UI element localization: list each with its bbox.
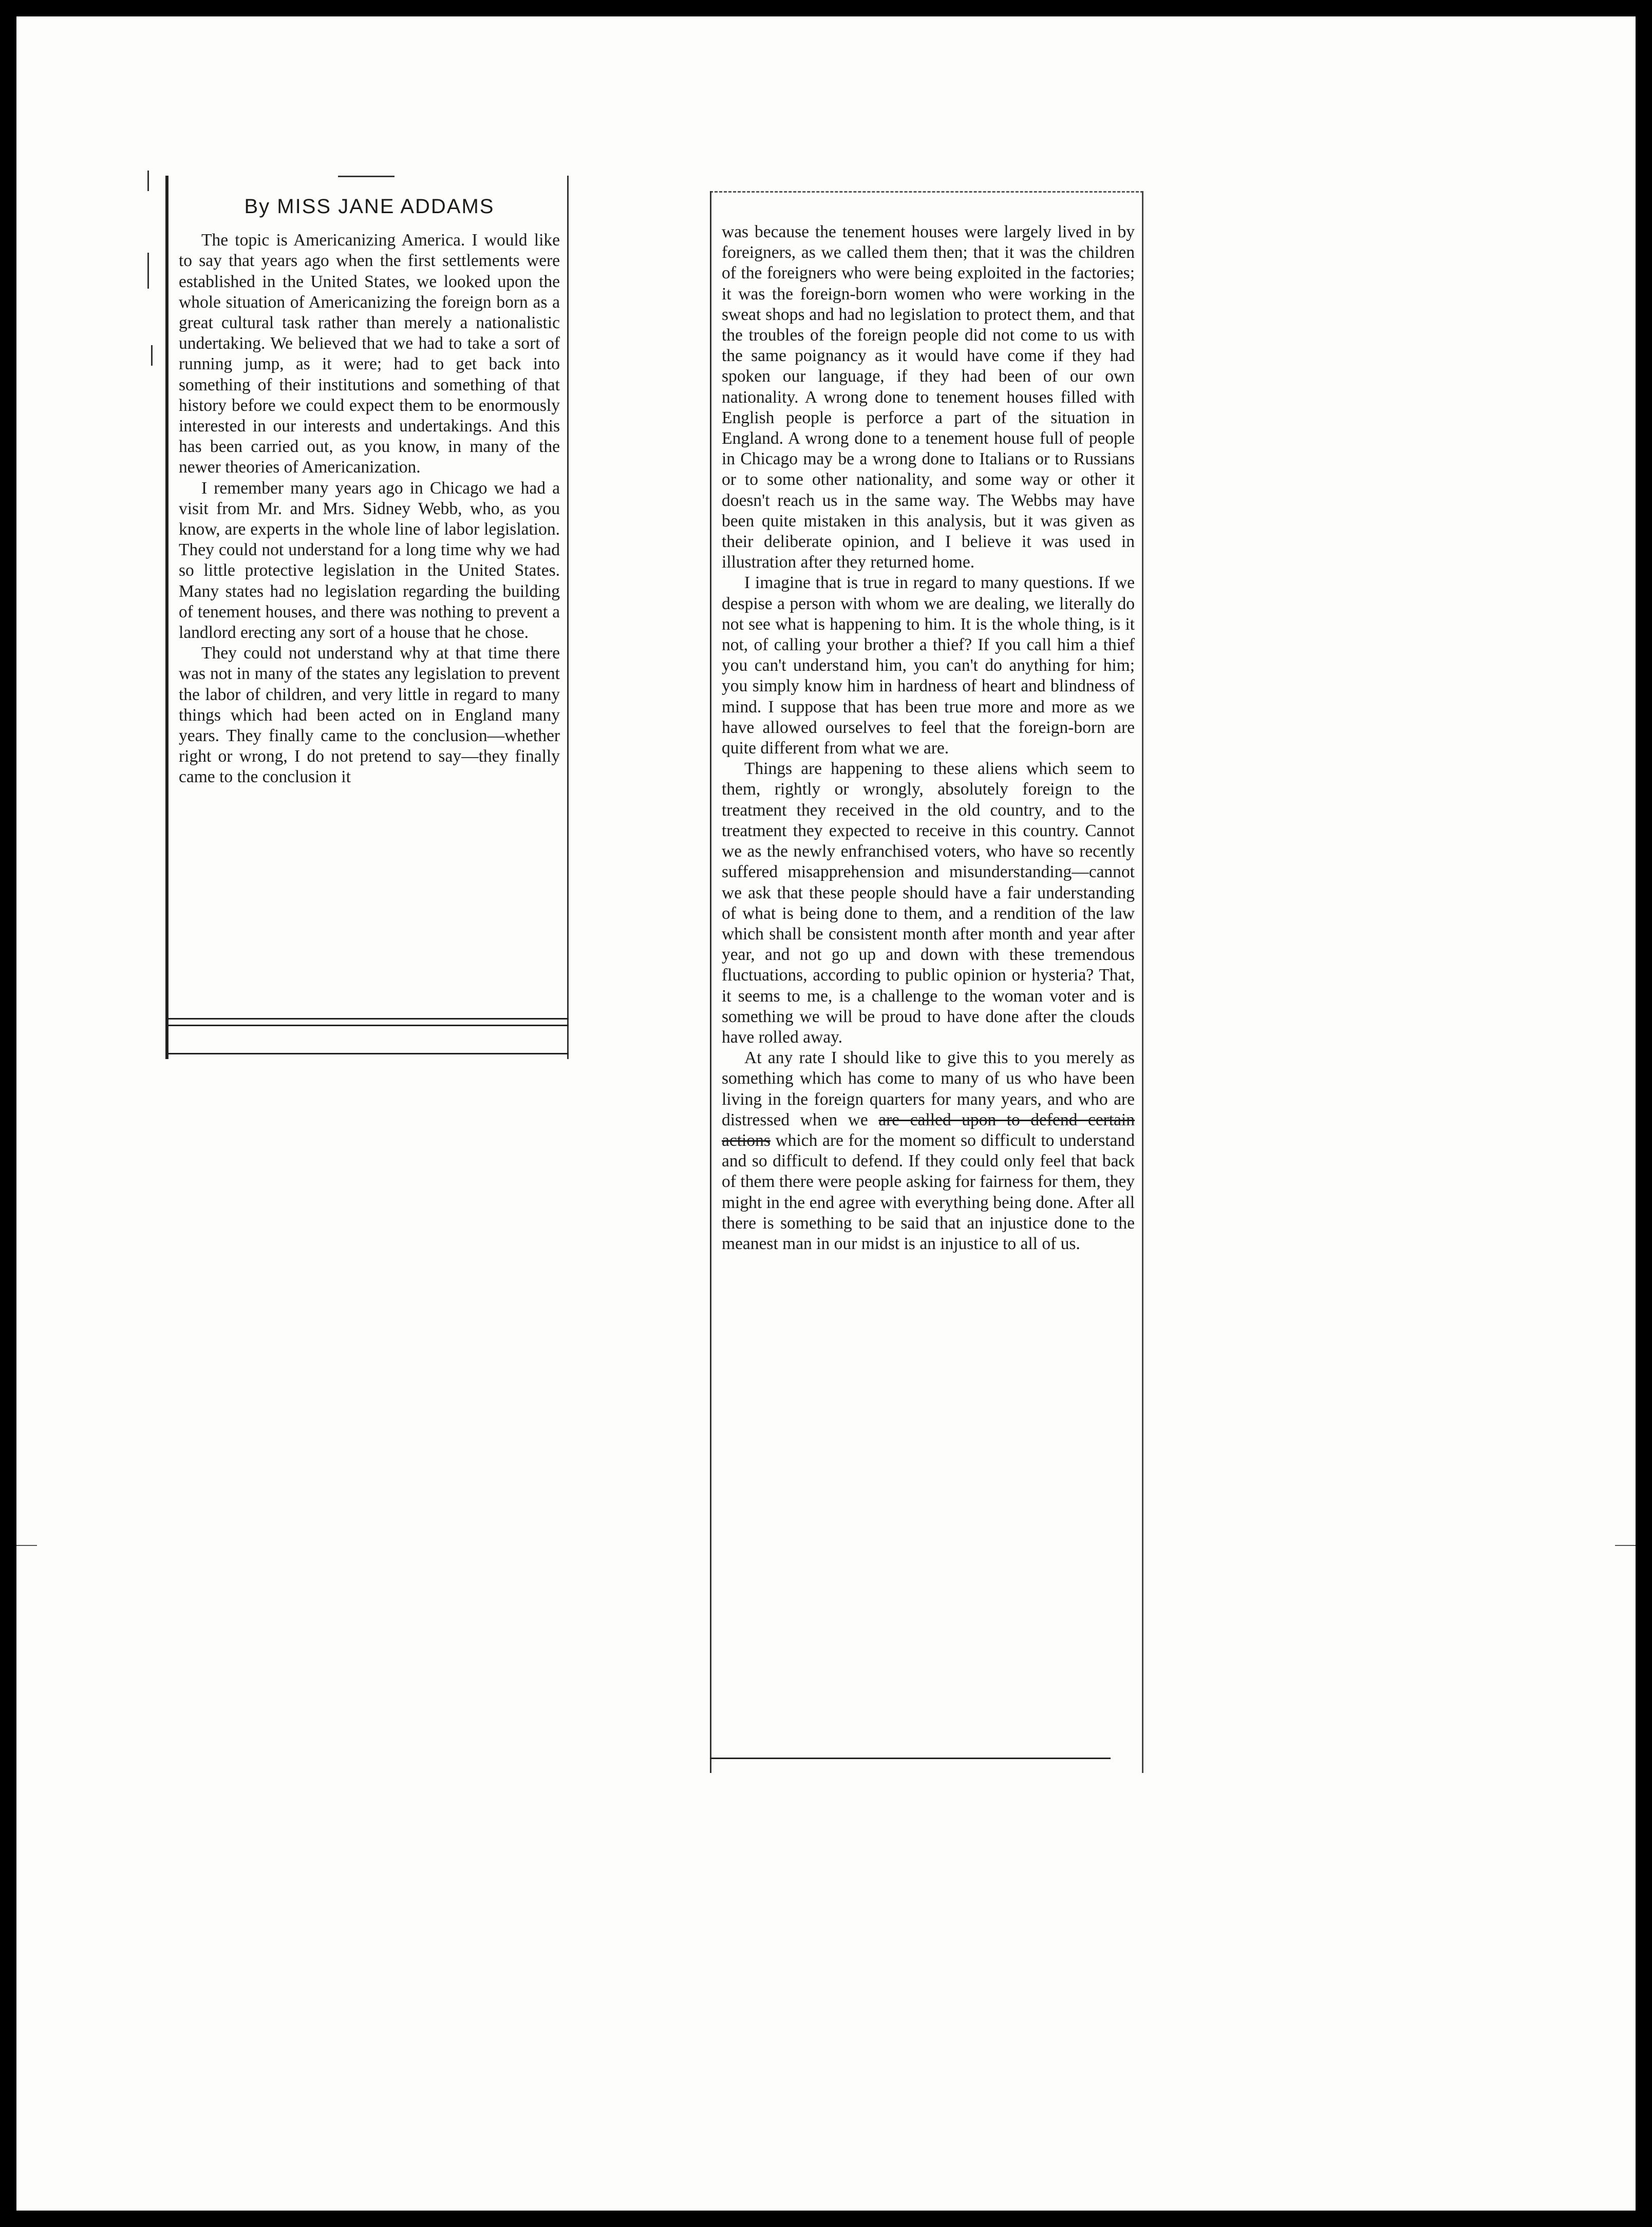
paragraph-7 — [722, 1048, 1135, 1254]
paragraph-4: was because the tenement houses were largely lived in by foreigners, as we called them then; that it was the children of the foreigners who were being exploited in the factories; it was the foreign-born women who were working in the sweat shops and had no legislation to protect them, and that the troubles of the foreign people did not come to us with the same poignancy as it would have come if they had spoken our language, if they had been of our own nationality. A wrong done to tenement houses filled with English people is perforce a part of the situation in England. A wrong done to a tenement house full of people in Chicago may be a wrong done to Italians or to Russians or to some other nationality, and some way or other it doesn't reach us in the same way. The Webbs may have been quite mistaken in this analysis, but it was given as their deliberate opinion, and I believe it was used in illustration after they returned home. — [722, 222, 1135, 572]
paragraph-1: The topic is Americanizing America. I would like to say that years ago when the first settlements were established in the United States, we looked upon the whole situation of Americanizing the foreign born as a great cultural task rather than merely a nationalistic undertaking. We believed that we had to take a sort of running jump, as it were; had to get back into something of their institutions and something of that history before we could expect them to be enormously interested in our interests and undertakings. And this has been carried out, as you know, in many of the newer theories of Americanization. — [179, 231, 560, 477]
margin-tick — [147, 253, 149, 289]
right-column-bottom-rule — [710, 1758, 1111, 1759]
crop-mark-left — [16, 1545, 37, 1546]
struck-text: are called upon to defend certain actions — [722, 1110, 1135, 1150]
paragraph-7-start: At any rate I should like to give this to you merely as something which has come to many of us who have been living in the foreign quarters for many years, and who are distressed when we — [722, 1048, 1135, 1129]
article-column-left — [165, 176, 569, 1059]
margin-tick — [147, 171, 149, 191]
left-column-bottom-rule — [165, 1018, 569, 1026]
paragraph-6: Things are happening to these aliens which seem to them, rightly or wrongly, absolutely foreign to the treatment they received in the old country, and to the treatment they expected to receive in this country. Cannot we as the newly enfranchised voters, who have so recently suffered misapprehension and misunderstanding—cannot we ask that these people should have a fair understanding of what is being done to them, and a rendition of the law which shall be consistent month after month and year after year, and not go up and down with these tremendous fluctuations, according to public opinion or hysteria? That, it seems to me, is a challenge to the woman voter and is something we will be proud to have done after the clouds have rolled away. — [722, 759, 1135, 1047]
paragraph-3: They could not understand why at that time there was not in many of the states any legislation to prevent the labor of children, and very little in regard to many things which had been acted on in England many years. They finally came to the conclusion—whether right or wrong, I do not pretend to say—they finally came to the conclusion it — [179, 644, 560, 787]
paragraph-2: I remember many years ago in Chicago we had a visit from Mr. and Mrs. Sidney Webb, who, as you know, are experts in the whole line of labor legislation. They could not understand for a long time why we had so little protective legislation in the United States. Many states had no legislation regarding the building of tenement houses, and there was nothing to prevent a landlord erecting any sort of a house that he chose. — [179, 478, 560, 643]
paragraph-7-end: which are for the moment so difficult to understand and so difficult to defend. If they could only feel that back of them there were people asking for fairness for them, they might in the end agree with everything being done. After all there is something to be said that an injustice done to the meanest man in our midst is an injustice to all of us. — [722, 1130, 1135, 1253]
left-column-base-rule — [165, 1053, 569, 1054]
byline: By MISS JANE ADDAMS — [244, 195, 495, 218]
scanned-page — [16, 16, 1636, 2211]
crop-mark-right — [1615, 1545, 1636, 1546]
top-dash — [338, 176, 395, 177]
margin-tick — [151, 345, 153, 366]
paragraph-5: I imagine that is true in regard to many questions. If we despise a person with whom we are dealing, we literally do not see what is happening to him. It is the whole thing, is it not, of calling your brother a thief? If you call him a thief you can't understand him, you can't do anything for him; you simply know him in hardness of heart and blindness of mind. I suppose that has been true more and more as we have allowed ourselves to feel that the foreign-born are quite different from what we are. — [722, 573, 1135, 758]
article-column-right — [710, 191, 1143, 1773]
